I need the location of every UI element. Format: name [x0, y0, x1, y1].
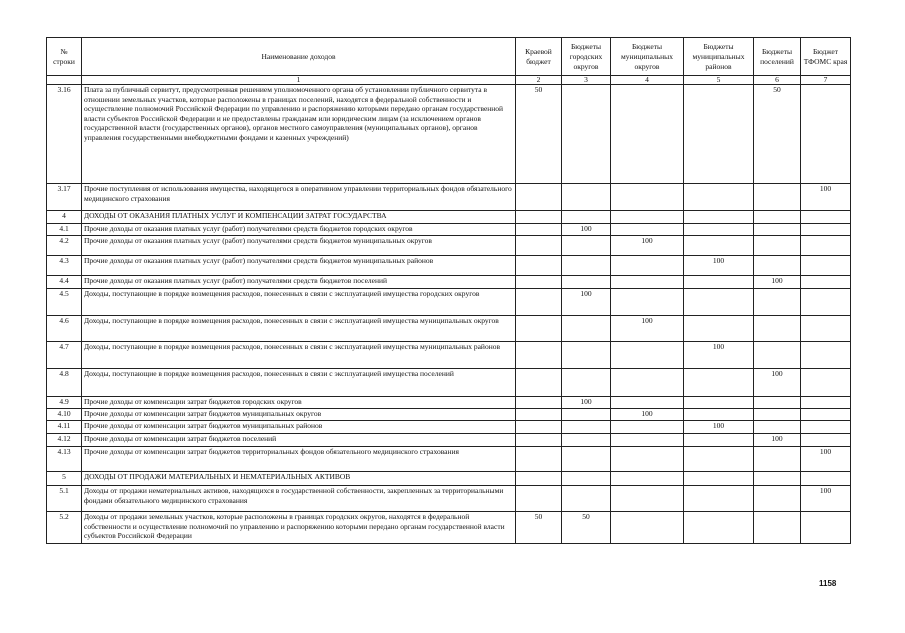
settlement-value: [754, 316, 801, 342]
tfoms-value: [801, 236, 851, 256]
municipal-area-value: 100: [684, 421, 754, 434]
municipal-area-value: [684, 184, 754, 211]
settlement-value: 100: [754, 369, 801, 397]
regional-budget-value: [516, 289, 562, 316]
header-regional-budget: Краевой бюджет: [516, 38, 562, 76]
column-number: 2: [516, 76, 562, 85]
city-district-value: [562, 211, 611, 224]
municipal-area-value: [684, 447, 754, 472]
row-number: 4.12: [47, 434, 82, 447]
table-row: [47, 342, 851, 369]
header-tfoms-budget: Бюджет ТФОМС края: [801, 38, 851, 76]
municipal-district-value: [611, 447, 684, 472]
header-settlement-budgets: Бюджеты поселений: [754, 38, 801, 76]
table-header-row: [47, 38, 851, 76]
regional-budget-value: [516, 434, 562, 447]
income-name: Прочие доходы от компенсации затрат бюджетов территориальных фондов обязательного медицинского страхования: [82, 447, 516, 472]
regional-budget-value: [516, 224, 562, 236]
header-municipal-area-budgets: Бюджеты муниципальных районов: [684, 38, 754, 76]
municipal-district-value: [611, 85, 684, 184]
regional-budget-value: [516, 369, 562, 397]
city-district-value: [562, 316, 611, 342]
tfoms-value: [801, 512, 851, 544]
city-district-value: [562, 276, 611, 289]
regional-budget-value: [516, 211, 562, 224]
regional-budget-value: [516, 472, 562, 486]
table-row: [47, 447, 851, 472]
header-municipal-district-budgets: Бюджеты муниципальных округов: [611, 38, 684, 76]
column-number: 6: [754, 76, 801, 85]
city-district-value: [562, 421, 611, 434]
income-name: Прочие доходы от оказания платных услуг (работ) получателями средств бюджетов поселений: [82, 276, 516, 289]
municipal-district-value: [611, 211, 684, 224]
row-number: 4.11: [47, 421, 82, 434]
row-number: 4.5: [47, 289, 82, 316]
row-number: 4.3: [47, 256, 82, 276]
income-name: Доходы, поступающие в порядке возмещения расходов, понесенных в связи с эксплуатацией имущества поселений: [82, 369, 516, 397]
income-name: Прочие доходы от компенсации затрат бюджетов поселений: [82, 434, 516, 447]
tfoms-value: 100: [801, 486, 851, 512]
row-number: 4.13: [47, 447, 82, 472]
column-number-row: [47, 76, 851, 85]
income-name: Прочие доходы от компенсации затрат бюджетов муниципальных округов: [82, 409, 516, 421]
table-row: [47, 369, 851, 397]
municipal-district-value: 100: [611, 236, 684, 256]
table-row: [47, 184, 851, 211]
regional-budget-value: [516, 409, 562, 421]
regional-budget-value: [516, 236, 562, 256]
settlement-value: [754, 486, 801, 512]
settlement-value: [754, 409, 801, 421]
tfoms-value: [801, 224, 851, 236]
income-name: ДОХОДЫ ОТ ПРОДАЖИ МАТЕРИАЛЬНЫХ И НЕМАТЕРИАЛЬНЫХ АКТИВОВ: [82, 472, 516, 486]
regional-budget-value: [516, 421, 562, 434]
row-number: 4.4: [47, 276, 82, 289]
column-number: 5: [684, 76, 754, 85]
settlement-value: 50: [754, 85, 801, 184]
settlement-value: [754, 472, 801, 486]
income-name: Доходы, поступающие в порядке возмещения расходов, понесенных в связи с эксплуатацией имущества городских округов: [82, 289, 516, 316]
table-row: [47, 434, 851, 447]
municipal-area-value: [684, 409, 754, 421]
regional-budget-value: [516, 316, 562, 342]
income-name: Доходы, поступающие в порядке возмещения расходов, понесенных в связи с эксплуатацией имущества муниципальных районов: [82, 342, 516, 369]
municipal-district-value: [611, 256, 684, 276]
table-row: [47, 512, 851, 544]
row-number: 5.2: [47, 512, 82, 544]
row-number: 4.6: [47, 316, 82, 342]
tfoms-value: [801, 421, 851, 434]
table-row: [47, 486, 851, 512]
municipal-district-value: [611, 512, 684, 544]
income-name: Прочие доходы от оказания платных услуг (работ) получателями средств бюджетов муниципальных округов: [82, 236, 516, 256]
city-district-value: [562, 184, 611, 211]
income-name: Доходы от продажи земельных участков, которые расположены в границах городских округов, находятся в федеральной собственности и осуществление полномочий по управлению и распоряжению которыми передано органам государственной власти субъектов Российской Федерации: [82, 512, 516, 544]
row-number: 4.9: [47, 397, 82, 409]
settlement-value: [754, 512, 801, 544]
tfoms-value: [801, 409, 851, 421]
municipal-area-value: [684, 236, 754, 256]
regional-budget-value: 50: [516, 85, 562, 184]
regional-budget-value: 50: [516, 512, 562, 544]
income-name: Прочие доходы от компенсации затрат бюджетов городских округов: [82, 397, 516, 409]
revenue-distribution-table: [46, 37, 851, 544]
settlement-value: [754, 397, 801, 409]
row-number: 4.2: [47, 236, 82, 256]
table-row: [47, 85, 851, 184]
municipal-area-value: [684, 397, 754, 409]
tfoms-value: [801, 211, 851, 224]
municipal-area-value: [684, 369, 754, 397]
city-district-value: [562, 434, 611, 447]
header-city-district-budgets: Бюджеты городских округов: [562, 38, 611, 76]
settlement-value: [754, 184, 801, 211]
income-name: Прочие поступления от использования имущества, находящегося в оперативном управлении территориальных фондов обязательного медицинского страхования: [82, 184, 516, 211]
municipal-district-value: [611, 397, 684, 409]
municipal-area-value: [684, 224, 754, 236]
table-row: [47, 397, 851, 409]
municipal-area-value: [684, 289, 754, 316]
tfoms-value: 100: [801, 447, 851, 472]
regional-budget-value: [516, 447, 562, 472]
income-name: Прочие доходы от компенсации затрат бюджетов муниципальных районов: [82, 421, 516, 434]
city-district-value: 100: [562, 289, 611, 316]
table-row: [47, 276, 851, 289]
income-name: Плата за публичный сервитут, предусмотренная решением уполномоченного органа об установлении публичного сервитута в отношении земельных участков, которые расположены в границах поселений, находятся в федеральной собственности и осуществление полномочий Российской Федерации по управлению и распоряжению которыми передано органам государственной власти субъектов Российской Федерации и не предоставлены гражданам или юридическим лицам (за исключением органов государственной власти (государственных органов), органов местного самоуправления (муниципальных органов), органов управления государственными внебюджетными фондами и казенных учреждений): [82, 85, 516, 184]
table-row: [47, 421, 851, 434]
tfoms-value: [801, 85, 851, 184]
municipal-district-value: [611, 421, 684, 434]
regional-budget-value: [516, 342, 562, 369]
column-number-blank: [47, 76, 82, 85]
municipal-district-value: [611, 184, 684, 211]
header-row-number: № строки: [47, 38, 82, 76]
regional-budget-value: [516, 276, 562, 289]
municipal-district-value: [611, 289, 684, 316]
settlement-value: [754, 236, 801, 256]
income-name: Прочие доходы от оказания платных услуг (работ) получателями средств бюджетов муниципальных районов: [82, 256, 516, 276]
settlement-value: [754, 289, 801, 316]
municipal-area-value: [684, 434, 754, 447]
tfoms-value: [801, 397, 851, 409]
regional-budget-value: [516, 486, 562, 512]
row-number: 3.17: [47, 184, 82, 211]
municipal-area-value: [684, 512, 754, 544]
tfoms-value: [801, 434, 851, 447]
municipal-area-value: [684, 316, 754, 342]
city-district-value: 50: [562, 512, 611, 544]
municipal-district-value: [611, 224, 684, 236]
table-row: [47, 211, 851, 224]
column-number: 4: [611, 76, 684, 85]
city-district-value: [562, 342, 611, 369]
regional-budget-value: [516, 397, 562, 409]
column-number: 1: [82, 76, 516, 85]
tfoms-value: [801, 342, 851, 369]
tfoms-value: [801, 256, 851, 276]
income-name: Доходы от продажи нематериальных активов, находящихся в государственной собственности, закрепленных за территориальными фондами обязательного медицинского страхования: [82, 486, 516, 512]
municipal-area-value: 100: [684, 342, 754, 369]
settlement-value: [754, 342, 801, 369]
table-row: [47, 472, 851, 486]
settlement-value: [754, 256, 801, 276]
column-number: 3: [562, 76, 611, 85]
city-district-value: [562, 472, 611, 486]
income-name: Прочие доходы от оказания платных услуг (работ) получателями средств бюджетов городских округов: [82, 224, 516, 236]
tfoms-value: [801, 369, 851, 397]
column-number: 7: [801, 76, 851, 85]
row-number: 3.16: [47, 85, 82, 184]
municipal-area-value: [684, 276, 754, 289]
city-district-value: [562, 236, 611, 256]
municipal-district-value: [611, 434, 684, 447]
settlement-value: 100: [754, 276, 801, 289]
income-name: Доходы, поступающие в порядке возмещения расходов, понесенных в связи с эксплуатацией имущества муниципальных округов: [82, 316, 516, 342]
row-number: 4.8: [47, 369, 82, 397]
table-row: [47, 256, 851, 276]
municipal-district-value: [611, 472, 684, 486]
settlement-value: [754, 447, 801, 472]
table-row: [47, 409, 851, 421]
table-row: [47, 316, 851, 342]
municipal-area-value: [684, 472, 754, 486]
regional-budget-value: [516, 184, 562, 211]
settlement-value: [754, 421, 801, 434]
municipal-district-value: 100: [611, 409, 684, 421]
city-district-value: [562, 409, 611, 421]
settlement-value: [754, 211, 801, 224]
regional-budget-value: [516, 256, 562, 276]
city-district-value: [562, 369, 611, 397]
tfoms-value: [801, 472, 851, 486]
municipal-area-value: [684, 211, 754, 224]
row-number: 5.1: [47, 486, 82, 512]
municipal-district-value: [611, 369, 684, 397]
table-row: [47, 236, 851, 256]
income-name: ДОХОДЫ ОТ ОКАЗАНИЯ ПЛАТНЫХ УСЛУГ И КОМПЕНСАЦИИ ЗАТРАТ ГОСУДАРСТВА: [82, 211, 516, 224]
municipal-district-value: [611, 486, 684, 512]
row-number: 4.7: [47, 342, 82, 369]
municipal-area-value: 100: [684, 256, 754, 276]
city-district-value: [562, 447, 611, 472]
row-number: 4.10: [47, 409, 82, 421]
settlement-value: 100: [754, 434, 801, 447]
municipal-district-value: [611, 342, 684, 369]
municipal-area-value: [684, 85, 754, 184]
city-district-value: [562, 85, 611, 184]
settlement-value: [754, 224, 801, 236]
table-row: [47, 289, 851, 316]
row-number: 5: [47, 472, 82, 486]
municipal-district-value: 100: [611, 316, 684, 342]
header-income-name: Наименование доходов: [82, 38, 516, 76]
city-district-value: 100: [562, 397, 611, 409]
municipal-district-value: [611, 276, 684, 289]
tfoms-value: [801, 276, 851, 289]
page-number: 1158: [819, 579, 837, 588]
tfoms-value: [801, 316, 851, 342]
tfoms-value: [801, 289, 851, 316]
city-district-value: [562, 256, 611, 276]
table-row: [47, 224, 851, 236]
row-number: 4: [47, 211, 82, 224]
tfoms-value: 100: [801, 184, 851, 211]
city-district-value: 100: [562, 224, 611, 236]
city-district-value: [562, 486, 611, 512]
municipal-area-value: [684, 486, 754, 512]
row-number: 4.1: [47, 224, 82, 236]
